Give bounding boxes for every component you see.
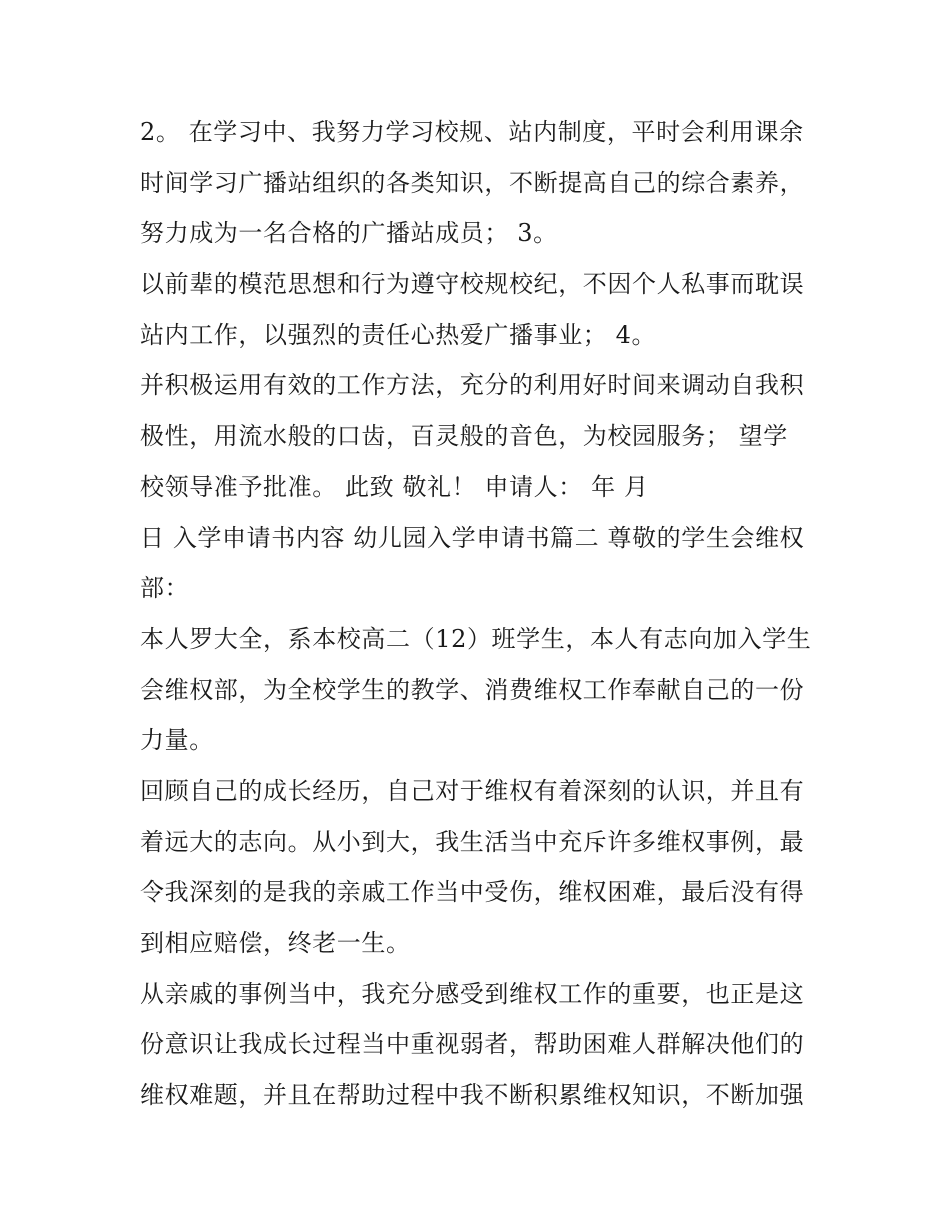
text-line: 日 入学申请书内容 幼儿园入学申请书篇二 尊敬的学生会维权 (140, 523, 805, 552)
text-line: 并积极运用有效的工作方法，充分的利用好时间来调动自我积 (140, 371, 805, 400)
text-line: 校领导准予批准。 此致 敬礼！ 申请人： 年 月 (140, 472, 649, 501)
text-line: 2。 在学习中、我努力学习校规、站内制度，平时会利用课余 (140, 118, 804, 146)
text-line: 令我深刻的是我的亲戚工作当中受伤，维权困难，最后没有得 (140, 878, 805, 907)
text-line: 着远大的志向。从小到大，我生活当中充斥许多维权事例，最 (140, 827, 805, 856)
text-line: 会维权部，为全校学生的教学、消费维权工作奉献自己的一份 (140, 675, 805, 704)
document-body (140, 107, 820, 1121)
text-line: 回顾自己的成长经历，自己对于维权有着深刻的认识，并且有 (140, 776, 805, 805)
text-line: 份意识让我成长过程当中重视弱者，帮助困难人群解决他们的 (140, 1030, 805, 1059)
text-line: 以前辈的模范思想和行为遵守校规校纪，不因个人私事而耽误 (140, 270, 805, 299)
text-line: 力量。 (140, 726, 214, 755)
text-line: 到相应赔偿，终老一生。 (140, 929, 411, 957)
text-line: 维权难题，并且在帮助过程中我不断积累维权知识，不断加强 (140, 1081, 805, 1110)
text-line: 努力成为一名合格的广播站成员； 3。 (140, 219, 558, 248)
text-line: 极性，用流水般的口齿，百灵般的音色，为校园服务； 望学 (140, 422, 788, 451)
text-line: 本人罗大全，系本校高二（12）班学生，本人有志向加入学生 (140, 624, 812, 653)
text-line: 时间学习广播站组织的各类知识，不断提高自己的综合素养， (140, 168, 805, 197)
text-line: 从亲戚的事例当中，我充分感受到维权工作的重要，也正是这 (140, 979, 805, 1008)
text-line: 部： (140, 574, 190, 603)
text-line: 站内工作，以强烈的责任心热爱广播事业； 4。 (140, 320, 657, 349)
